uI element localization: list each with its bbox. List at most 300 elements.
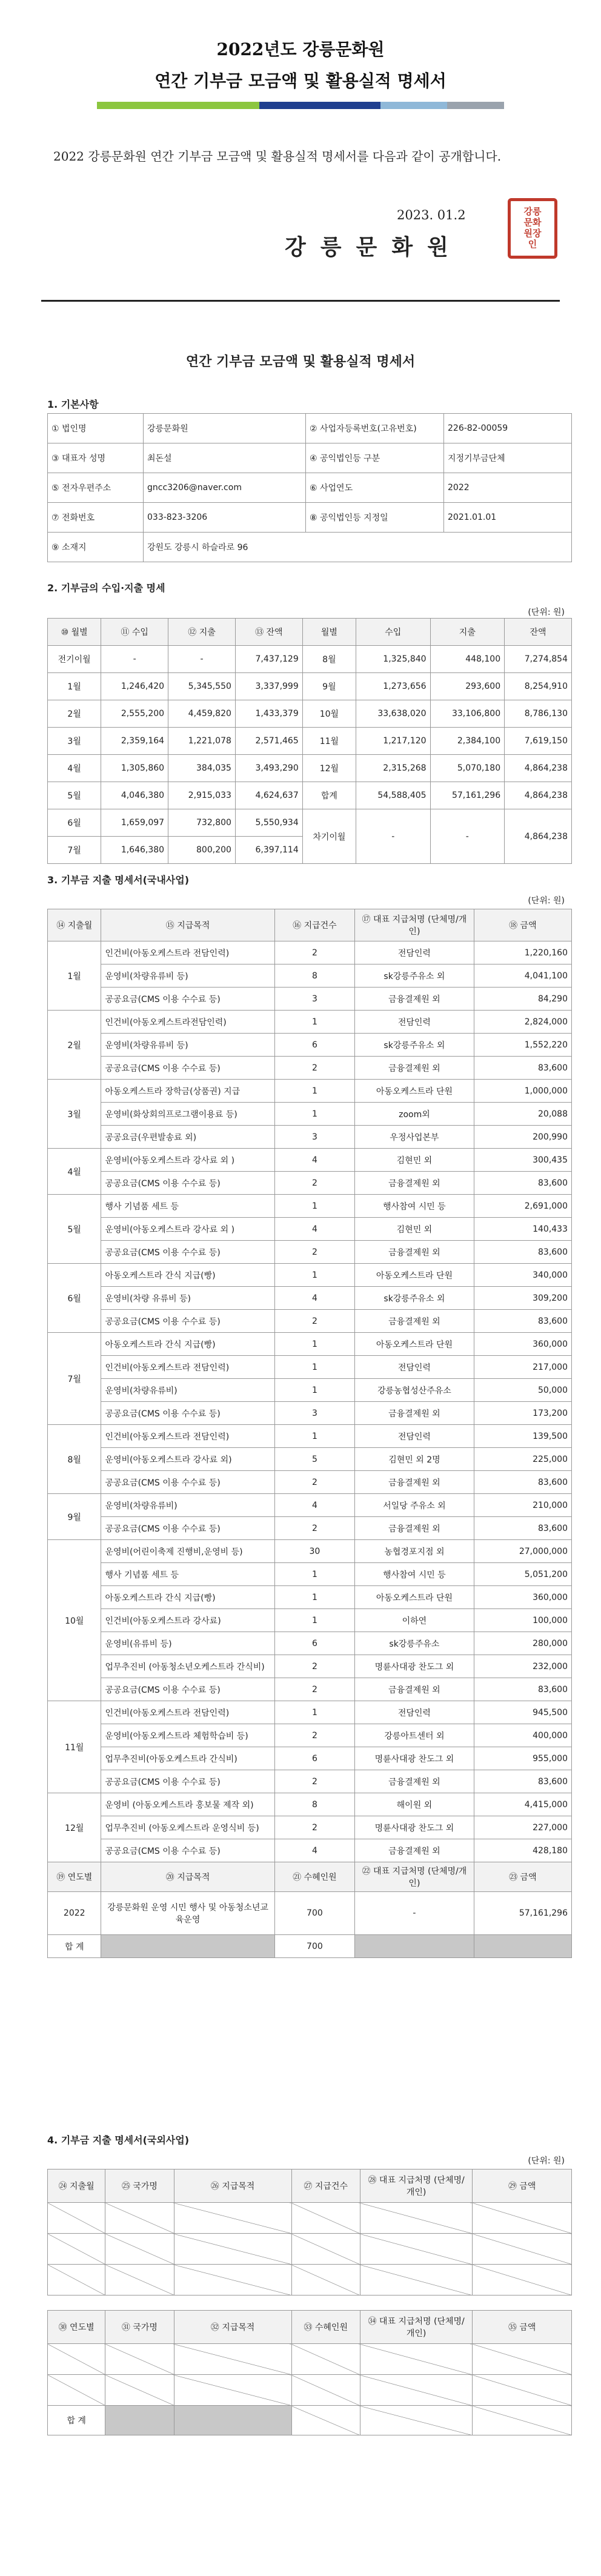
table-row [48, 1126, 572, 1149]
expense-count: 2 [274, 1655, 355, 1678]
table-row [48, 1448, 572, 1471]
publish-date: 2023. 01.2 [397, 208, 466, 222]
expense-count: 2 [274, 1724, 355, 1747]
intro-text: 2022 강릉문화원 연간 기부금 모금액 및 활용실적 명세서를 다음과 같이 공개합니다. [53, 149, 502, 164]
expense-purpose: 운영비(아동오케스트라 체험학습비 등) [101, 1724, 274, 1747]
expense-payee: sk강릉주유소 외 [355, 964, 474, 988]
expense-amount: 400,000 [474, 1724, 571, 1747]
empty-cell [473, 2406, 572, 2435]
total-label: 합 계 [48, 2406, 105, 2435]
spacer [48, 2295, 572, 2311]
column-header: 월별 [302, 619, 356, 646]
expense-payee: 김현민 외 2명 [355, 1448, 474, 1471]
expense-payee: 아동오케스트라 단원 [355, 1586, 474, 1609]
unit-label: (단위: 원) [528, 2156, 565, 2166]
expense-count: 1 [274, 1333, 355, 1356]
table-cell: 4월 [48, 755, 101, 782]
expense-purpose: 아동오케스트라 간식 지급(빵) [101, 1264, 274, 1287]
expense-count: 1 [274, 1103, 355, 1126]
expense-payee: 전담인력 [355, 1425, 474, 1448]
expense-amount: 300,435 [474, 1149, 571, 1172]
empty-cell [48, 2344, 105, 2375]
expense-count: 3 [274, 1402, 355, 1425]
expense-count: 4 [274, 1287, 355, 1310]
expense-amount: 83,600 [474, 1057, 571, 1080]
expense-count: 1 [274, 1609, 355, 1632]
table-row [48, 673, 572, 700]
table-row [48, 1793, 572, 1816]
expense-purpose: 운영비(화상회의프로그램이용료 등) [101, 1103, 274, 1126]
expense-amount: 2,824,000 [474, 1011, 571, 1034]
table-cell: 800,200 [168, 837, 236, 864]
table-cell: 2,555,200 [101, 700, 168, 728]
empty-cell [105, 2344, 174, 2375]
expense-payee: 행사참여 시민 등 [355, 1195, 474, 1218]
expense-count: 2 [274, 1517, 355, 1540]
table-cell: 1,217,120 [356, 728, 431, 755]
column-header: ㉕ 국가명 [105, 2169, 174, 2203]
field-label: ② 사업자등록번호(고유번호) [306, 414, 444, 443]
column-header: ㉝ 수혜인원 [291, 2311, 360, 2344]
empty-cell [360, 2203, 473, 2234]
column-header: ㉑ 수혜인원 [274, 1862, 355, 1892]
expense-count: 1 [274, 1011, 355, 1034]
title-color-bar [97, 102, 504, 109]
expense-month: 3월 [48, 1080, 101, 1149]
expense-amount: 360,000 [474, 1333, 571, 1356]
table-cell: 2,359,164 [101, 728, 168, 755]
column-header: ⑯ 지급건수 [274, 909, 355, 941]
field-value: 2022 [444, 473, 572, 503]
field-value: 지정기부금단체 [444, 443, 572, 473]
expense-payee: sk강릉주유소 외 [355, 1287, 474, 1310]
column-header: ⑭ 지출월 [48, 909, 101, 941]
expense-purpose: 운영비(아동오케스트라 강사료 외) [101, 1448, 274, 1471]
field-value: 강릉문화원 [144, 414, 306, 443]
column-header: ㉛ 국가명 [105, 2311, 174, 2344]
expense-count: 2 [274, 1816, 355, 1839]
empty-cell [105, 2203, 174, 2234]
expense-count: 5 [274, 1448, 355, 1471]
table-cell: 5,070,180 [430, 755, 505, 782]
expense-amount: 100,000 [474, 1609, 571, 1632]
table-row [48, 1563, 572, 1586]
expense-month: 4월 [48, 1149, 101, 1195]
expense-purpose: 운영비(아동오케스트라 강사료 외 ) [101, 1149, 274, 1172]
table-cell: 전기이월 [48, 646, 101, 673]
field-value: 강원도 강릉시 하슬라로 96 [144, 533, 572, 562]
column-header: ⑪ 수입 [101, 619, 168, 646]
summary-header [48, 1862, 572, 1892]
expense-count: 1 [274, 1356, 355, 1379]
column-header: ㉒ 대표 지급처명 (단체명/개인) [355, 1862, 474, 1892]
table-header [48, 619, 572, 646]
expense-purpose: 행사 기념품 세트 등 [101, 1195, 274, 1218]
table-cell: 10월 [302, 700, 356, 728]
table-cell: 7,437,129 [235, 646, 302, 673]
field-value: 최돈설 [144, 443, 306, 473]
empty-cell [48, 2234, 105, 2265]
table-cell: 3월 [48, 728, 101, 755]
table-cell: 12월 [302, 755, 356, 782]
expense-purpose: 운영비(차량유류비) [101, 1379, 274, 1402]
table-row [48, 1701, 572, 1724]
expense-purpose: 공공요금(CMS 이용 수수료 등) [101, 1678, 274, 1701]
empty-cell [174, 2234, 291, 2265]
table-cell: 7,274,854 [505, 646, 572, 673]
expense-payee: 금융결제원 외 [355, 1770, 474, 1793]
table-header [48, 909, 572, 941]
total-row [48, 2406, 572, 2435]
expense-amount: 428,180 [474, 1839, 571, 1862]
column-header: ㉜ 지급목적 [174, 2311, 291, 2344]
expense-payee: 김현민 외 [355, 1218, 474, 1241]
empty-cell [473, 2203, 572, 2234]
empty-row [48, 2375, 572, 2406]
table-row [48, 1494, 572, 1517]
expense-payee: 전담인력 [355, 1701, 474, 1724]
expense-payee: 명륜사대광 찬도그 외 [355, 1816, 474, 1839]
expense-purpose: 인건비(아동오케스트라 전담인력) [101, 941, 274, 964]
table-row [48, 1241, 572, 1264]
expense-count: 1 [274, 1195, 355, 1218]
table-row [48, 1655, 572, 1678]
expense-payee: 해이원 외 [355, 1793, 474, 1816]
table-row [48, 1195, 572, 1218]
official-seal: 강릉 문화 원장 인 [508, 198, 557, 259]
table-cell: 2,571,465 [235, 728, 302, 755]
field-label: ① 법인명 [48, 414, 144, 443]
summary-cell: 강릉문화원 운영 시민 행사 및 아동청소년교육운영 [101, 1892, 274, 1935]
expense-amount: 225,000 [474, 1448, 571, 1471]
expense-purpose: 아동오케스트라 간식 지급(빵) [101, 1586, 274, 1609]
table-row [48, 782, 572, 809]
expense-purpose: 인건비(아동오케스트라전담인력) [101, 1011, 274, 1034]
column-header: ㉞ 대표 지급처명 (단체명/개인) [360, 2311, 473, 2344]
expense-count: 8 [274, 1793, 355, 1816]
table-cell: 4,864,238 [505, 809, 572, 864]
expense-purpose: 운영비(아동오케스트라 강사료 외 ) [101, 1218, 274, 1241]
expense-purpose: 인건비(아동오케스트라 강사료) [101, 1609, 274, 1632]
expense-payee: 김현민 외 [355, 1149, 474, 1172]
table-row [48, 1103, 572, 1126]
table-row [48, 700, 572, 728]
table-cell: 732,800 [168, 809, 236, 837]
expense-purpose: 공공요금(우편발송료 외) [101, 1126, 274, 1149]
table-cell: - [430, 809, 505, 864]
table-cell: 33,106,800 [430, 700, 505, 728]
total-blank [101, 1935, 274, 1958]
expense-amount: 83,600 [474, 1471, 571, 1494]
report-title-line2: 연간 기부금 모금액 및 활용실적 명세서 [154, 71, 447, 91]
expense-purpose: 운영비(어린이축제 진행비,운영비 등) [101, 1540, 274, 1563]
table-cell: 9월 [302, 673, 356, 700]
expense-payee: 금융결제원 외 [355, 1172, 474, 1195]
table-cell: - [101, 646, 168, 673]
table-row [48, 1379, 572, 1402]
column-header: ㉗ 지급건수 [291, 2169, 360, 2203]
table-cell: 5월 [48, 782, 101, 809]
expense-count: 30 [274, 1540, 355, 1563]
summary-row [48, 1892, 572, 1935]
column-header: ㉙ 금액 [473, 2169, 572, 2203]
expense-amount: 27,000,000 [474, 1540, 571, 1563]
expense-purpose: 공공요금(CMS 이용 수수료 등) [101, 1241, 274, 1264]
table-cell: 293,600 [430, 673, 505, 700]
column-header: ⑮ 지급목적 [101, 909, 274, 941]
expense-payee: 아동오케스트라 단원 [355, 1264, 474, 1287]
field-label: ⑦ 전화번호 [48, 503, 144, 533]
column-header: ㉖ 지급목적 [174, 2169, 291, 2203]
column-header: ⑰ 대표 지급처명 (단체명/개인) [355, 909, 474, 941]
total-label: 합 계 [48, 1935, 101, 1958]
unit-label: (단위: 원) [528, 608, 565, 617]
empty-cell [291, 2375, 360, 2406]
expense-payee: sk강릉주유소 [355, 1632, 474, 1655]
expense-month: 7월 [48, 1333, 101, 1425]
expense-purpose: 공공요금(CMS 이용 수수료 등) [101, 1172, 274, 1195]
table-row [48, 1356, 572, 1379]
expense-payee: 금융결제원 외 [355, 1057, 474, 1080]
basic-info-table [47, 413, 572, 562]
expense-purpose: 운영비(유류비 등) [101, 1632, 274, 1655]
expense-month: 8월 [48, 1425, 101, 1494]
expense-count: 4 [274, 1149, 355, 1172]
summary-cell: - [355, 1892, 474, 1935]
expense-purpose: 공공요금(CMS 이용 수수료 등) [101, 1471, 274, 1494]
column-header: ㉟ 금액 [473, 2311, 572, 2344]
empty-cell [291, 2344, 360, 2375]
field-label: ⑤ 전자우편주소 [48, 473, 144, 503]
table-cell: 54,588,405 [356, 782, 431, 809]
empty-cell [473, 2265, 572, 2295]
summary-cell: 700 [274, 1892, 355, 1935]
empty-cell [105, 2375, 174, 2406]
column-header: ㉓ 금액 [474, 1862, 571, 1892]
expense-payee: 전담인력 [355, 1011, 474, 1034]
table-cell: 3,493,290 [235, 755, 302, 782]
column-header: ㉔ 지출월 [48, 2169, 105, 2203]
expense-month: 5월 [48, 1195, 101, 1264]
column-header: ⑩ 월별 [48, 619, 101, 646]
expense-count: 2 [274, 1241, 355, 1264]
table-cell: 2월 [48, 700, 101, 728]
field-label: ④ 공익법인등 구분 [306, 443, 444, 473]
field-value: 033-823-3206 [144, 503, 306, 533]
expense-payee: 전담인력 [355, 1356, 474, 1379]
table-row [48, 1011, 572, 1034]
empty-cell [360, 2234, 473, 2265]
expense-purpose: 운영비(차량유류비) [101, 1494, 274, 1517]
table-cell: 2,384,100 [430, 728, 505, 755]
expense-month: 2월 [48, 1011, 101, 1080]
table-cell: 8,254,910 [505, 673, 572, 700]
expense-payee: 금융결제원 외 [355, 1402, 474, 1425]
expense-amount: 232,000 [474, 1655, 571, 1678]
section4-title: 4. 기부금 지출 명세서(국외사업) [47, 2134, 190, 2146]
expense-count: 6 [274, 1632, 355, 1655]
expense-amount: 309,200 [474, 1287, 571, 1310]
total-blank [355, 1935, 474, 1958]
expense-purpose: 아동오케스트라 장학금(상품권) 지급 [101, 1080, 274, 1103]
expense-amount: 83,600 [474, 1770, 571, 1793]
empty-cell [291, 2203, 360, 2234]
total-row [48, 1935, 572, 1958]
column-header: ㉚ 연도별 [48, 2311, 105, 2344]
expense-payee: 전담인력 [355, 941, 474, 964]
empty-cell [48, 2203, 105, 2234]
expense-amount: 1,220,160 [474, 941, 571, 964]
expense-count: 3 [274, 1126, 355, 1149]
expense-amount: 945,500 [474, 1701, 571, 1724]
table-cell: 합계 [302, 782, 356, 809]
expense-amount: 280,000 [474, 1632, 571, 1655]
total-blank [105, 2406, 174, 2435]
expense-count: 4 [274, 1494, 355, 1517]
expense-month: 9월 [48, 1494, 101, 1540]
expense-purpose: 공공요금(CMS 이용 수수료 등) [101, 988, 274, 1011]
field-label: ⑨ 소재지 [48, 533, 144, 562]
expense-count: 6 [274, 1034, 355, 1057]
expense-count: 2 [274, 941, 355, 964]
total-blank [174, 2406, 291, 2435]
table-cell: 1,659,097 [101, 809, 168, 837]
expense-amount: 83,600 [474, 1241, 571, 1264]
table-row [48, 1425, 572, 1448]
expense-purpose: 인건비(아동오케스트라 전담인력) [101, 1425, 274, 1448]
expense-payee: 금융결제원 외 [355, 1310, 474, 1333]
empty-cell [360, 2406, 473, 2435]
table-cell: 5,550,934 [235, 809, 302, 837]
table-cell: 8,786,130 [505, 700, 572, 728]
spacer-cell [48, 2295, 572, 2311]
expense-count: 1 [274, 1379, 355, 1402]
expense-purpose: 업무추진비 (아동오케스트라 운영식비 등) [101, 1816, 274, 1839]
table-row [48, 473, 572, 503]
table-cell: 1,273,656 [356, 673, 431, 700]
expense-purpose: 공공요금(CMS 이용 수수료 등) [101, 1517, 274, 1540]
empty-cell [174, 2344, 291, 2375]
expense-count: 2 [274, 1770, 355, 1793]
field-value: gncc3206@naver.com [144, 473, 306, 503]
table-row [48, 503, 572, 533]
field-value: 2021.01.01 [444, 503, 572, 533]
expense-payee: 서일당 주유소 외 [355, 1494, 474, 1517]
table-cell: 1,221,078 [168, 728, 236, 755]
table-cell: 1,246,420 [101, 673, 168, 700]
expense-payee: 금융결제원 외 [355, 988, 474, 1011]
expense-payee: 우정사업본부 [355, 1126, 474, 1149]
table-cell: 33,638,020 [356, 700, 431, 728]
table-cell: 6월 [48, 809, 101, 837]
expense-amount: 217,000 [474, 1356, 571, 1379]
expense-count: 2 [274, 1057, 355, 1080]
expense-purpose: 인건비(아동오케스트라 전담인력) [101, 1356, 274, 1379]
report-title-line1: 2022년도 강릉문화원 [216, 39, 385, 59]
expense-count: 1 [274, 1563, 355, 1586]
summary-cell: 57,161,296 [474, 1892, 571, 1935]
table-row [48, 1770, 572, 1793]
table-row [48, 533, 572, 562]
expense-amount: 1,552,220 [474, 1034, 571, 1057]
column-header: ⑱ 금액 [474, 909, 571, 941]
table-row [48, 1287, 572, 1310]
empty-cell [48, 2375, 105, 2406]
expense-amount: 200,990 [474, 1126, 571, 1149]
table-row [48, 1609, 572, 1632]
empty-cell [473, 2344, 572, 2375]
table-row [48, 1517, 572, 1540]
empty-cell [360, 2375, 473, 2406]
empty-row [48, 2344, 572, 2375]
empty-cell [48, 2265, 105, 2295]
overseas-expense-table [47, 2169, 572, 2435]
expense-amount: 4,041,100 [474, 964, 571, 988]
table-cell: 1,646,380 [101, 837, 168, 864]
table-row [48, 964, 572, 988]
expense-payee: 명륜사대광 찬도그 외 [355, 1747, 474, 1770]
empty-cell [473, 2234, 572, 2265]
table-row [48, 809, 572, 837]
expense-amount: 50,000 [474, 1379, 571, 1402]
expense-purpose: 업무추진비(아동오케스트라 간식비) [101, 1747, 274, 1770]
column-header: ㉘ 대표 지급처명 (단체명/개인) [360, 2169, 473, 2203]
table-row [48, 1057, 572, 1080]
column-header: ⑳ 지급목적 [101, 1862, 274, 1892]
expense-count: 2 [274, 1172, 355, 1195]
expense-payee: 농협경포지점 외 [355, 1540, 474, 1563]
table-cell: 1,305,860 [101, 755, 168, 782]
table-row [48, 1724, 572, 1747]
expense-payee: 금융결제원 외 [355, 1839, 474, 1862]
table-row [48, 1632, 572, 1655]
expense-amount: 5,051,200 [474, 1563, 571, 1586]
expense-count: 4 [274, 1218, 355, 1241]
table-cell: 7월 [48, 837, 101, 864]
expense-month: 12월 [48, 1793, 101, 1862]
expense-amount: 360,000 [474, 1586, 571, 1609]
expense-payee: 명륜사대광 찬도그 외 [355, 1655, 474, 1678]
expense-purpose: 공공요금(CMS 이용 수수료 등) [101, 1770, 274, 1793]
field-label: ③ 대표자 성명 [48, 443, 144, 473]
expense-amount: 83,600 [474, 1310, 571, 1333]
table-row [48, 1310, 572, 1333]
expense-amount: 4,415,000 [474, 1793, 571, 1816]
expense-purpose: 운영비(차량유류비 등) [101, 1034, 274, 1057]
expense-month: 10월 [48, 1540, 101, 1701]
expense-purpose: 공공요금(CMS 이용 수수료 등) [101, 1402, 274, 1425]
empty-row [48, 2265, 572, 2295]
expense-amount: 139,500 [474, 1425, 571, 1448]
table-row [48, 1747, 572, 1770]
expense-count: 1 [274, 1586, 355, 1609]
expense-purpose: 공공요금(CMS 이용 수수료 등) [101, 1839, 274, 1862]
column-header: 잔액 [505, 619, 572, 646]
expense-count: 2 [274, 1310, 355, 1333]
table-row [48, 1402, 572, 1425]
expense-amount: 83,600 [474, 1517, 571, 1540]
expense-payee: 강릉농협성산주유소 [355, 1379, 474, 1402]
empty-cell [105, 2234, 174, 2265]
unit-label: (단위: 원) [528, 896, 565, 906]
expense-payee: 금융결제원 외 [355, 1471, 474, 1494]
table-row [48, 988, 572, 1011]
expense-purpose: 운영비 (아동오케스트라 홍보물 제작 외) [101, 1793, 274, 1816]
income-expense-table [47, 618, 572, 864]
expense-purpose: 공공요금(CMS 이용 수수료 등) [101, 1310, 274, 1333]
expense-purpose: 아동오케스트라 간식 지급(빵) [101, 1333, 274, 1356]
expense-amount: 210,000 [474, 1494, 571, 1517]
